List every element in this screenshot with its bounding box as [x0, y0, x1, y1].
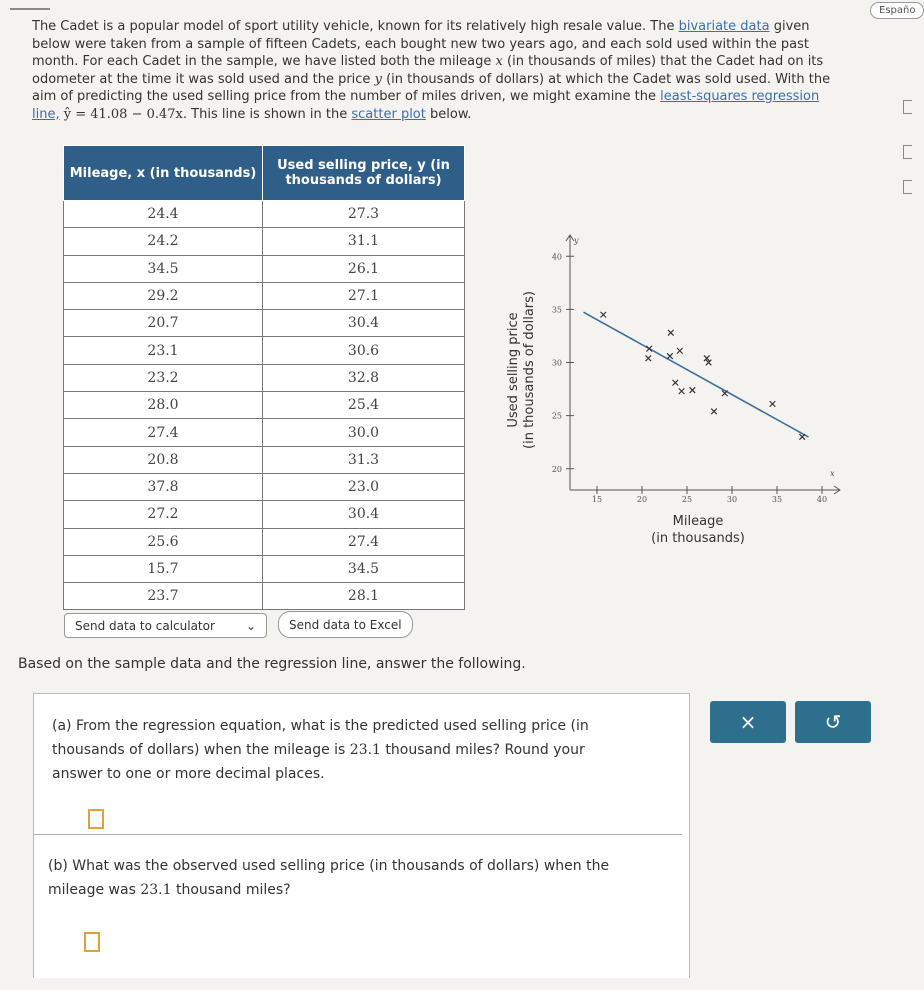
question-b-label: (b)	[48, 858, 68, 874]
price-cell: 26.1	[263, 255, 465, 282]
price-cell: 27.4	[263, 528, 465, 555]
price-cell: 34.5	[263, 555, 465, 582]
question-b	[48, 854, 648, 902]
question-b-text: What was the observed used selling price (in thousands of dollars) when the mileage was	[48, 858, 610, 898]
data-table	[63, 145, 465, 610]
scatter-plot	[495, 225, 875, 555]
x-tick-label: 30	[726, 495, 738, 504]
price-cell: 23.0	[263, 473, 465, 500]
price-cell: 30.6	[263, 337, 465, 364]
divider	[34, 834, 682, 835]
regression-equation: ŷ = 41.08 − 0.47x	[63, 106, 183, 122]
x-axis-label: Mileage	[672, 514, 724, 529]
data-point	[667, 353, 673, 359]
price-cell: 30.0	[263, 419, 465, 446]
table-row	[64, 583, 465, 610]
y-tick-label: 20	[551, 464, 562, 474]
send-to-calculator-button[interactable]	[64, 613, 267, 638]
y-tick-label: 30	[551, 358, 562, 368]
table-row	[64, 310, 465, 337]
var-y: y	[374, 71, 382, 87]
side-tab-icon[interactable]	[903, 100, 912, 114]
problem-intro	[32, 18, 847, 123]
price-cell: 27.3	[263, 201, 465, 228]
intro-text-2: given below were taken from a sample of fifteen Cadets, each bought new two years ago, and each sold used within the past month. For each Cadet in the sample, we have listed both the mileage	[32, 19, 810, 69]
chevron-down-icon: ⌄	[245, 618, 256, 633]
send-to-excel-button[interactable]: Send data to Excel	[278, 611, 413, 638]
price-cell: 30.4	[263, 310, 465, 337]
price-cell: 31.3	[263, 446, 465, 473]
x-axis-symbol: x	[830, 469, 835, 478]
mileage-cell: 27.2	[64, 501, 263, 528]
data-point	[679, 388, 685, 394]
mileage-cell: 23.7	[64, 583, 263, 610]
mileage-cell: 37.8	[64, 473, 263, 500]
mileage-cell: 20.8	[64, 446, 263, 473]
table-row	[64, 446, 465, 473]
intro-text-1: The Cadet is a popular model of sport utility vehicle, known for its relatively high resale value. The	[32, 19, 679, 34]
data-point	[673, 380, 679, 386]
mileage-cell: 34.5	[64, 255, 263, 282]
y-tick-label: 40	[551, 252, 562, 262]
mileage-cell: 28.0	[64, 392, 263, 419]
question-a-text: From the regression equation, what is the predicted used selling price (in thousands of dollars) when the mileage is	[52, 718, 589, 758]
data-point	[646, 355, 652, 361]
calculator-label: Send data to calculator	[75, 618, 215, 633]
mileage-cell: 24.2	[64, 228, 263, 255]
data-point	[770, 401, 776, 407]
mileage-cell: 27.4	[64, 419, 263, 446]
side-tab-icon[interactable]	[903, 180, 912, 194]
price-cell: 27.1	[263, 282, 465, 309]
data-point	[690, 387, 696, 393]
mileage-cell: 25.6	[64, 528, 263, 555]
table-row	[64, 337, 465, 364]
mileage-cell: 23.2	[64, 364, 263, 391]
answer-b-input[interactable]	[84, 932, 100, 952]
intro-text-5: . This line is shown in the	[182, 106, 352, 122]
table-row	[64, 255, 465, 282]
header-mileage: Mileage, x (in thousands)	[64, 146, 263, 201]
question-a	[52, 714, 632, 786]
table-row	[64, 201, 465, 228]
regression-line	[584, 312, 809, 437]
price-cell: 25.4	[263, 392, 465, 419]
y-tick-label: 25	[551, 411, 562, 421]
least-squares-link[interactable]: least-squares regression line,	[32, 89, 820, 122]
table-row	[64, 228, 465, 255]
data-point	[668, 330, 674, 336]
reset-button[interactable]: ↺	[795, 701, 871, 743]
question-a-value: 23.1	[349, 742, 381, 758]
table-row	[64, 419, 465, 446]
side-tab-icon[interactable]	[903, 145, 912, 159]
question-a-text-end: thousand miles? Round your answer to one or more decimal places.	[52, 742, 585, 782]
data-point	[601, 312, 607, 318]
x-tick-label: 35	[771, 495, 783, 504]
intro-text-4: (in thousands of dollars) at which the Cadet was sold used. With the aim of predicting the used selling price from the number of miles driven, we might examine the	[32, 71, 831, 104]
mileage-cell: 20.7	[64, 310, 263, 337]
table-row	[64, 392, 465, 419]
price-cell: 31.1	[263, 228, 465, 255]
collapse-chevron-icon[interactable]	[10, 0, 50, 10]
question-a-label: (a)	[52, 718, 72, 734]
question-b-text-end: thousand miles?	[171, 882, 291, 898]
price-cell: 32.8	[263, 364, 465, 391]
x-tick-label: 40	[816, 495, 828, 504]
data-point	[677, 348, 683, 354]
mileage-cell: 29.2	[64, 282, 263, 309]
x-tick-label: 25	[681, 495, 693, 504]
data-point	[646, 346, 652, 352]
price-cell: 30.4	[263, 501, 465, 528]
x-axis-label-units: (in thousands)	[651, 531, 745, 546]
table-row	[64, 555, 465, 582]
data-point	[711, 409, 717, 415]
prompt-text: Based on the sample data and the regression line, answer the following.	[18, 656, 526, 672]
table-row	[64, 528, 465, 555]
table-row	[64, 473, 465, 500]
mileage-cell: 15.7	[64, 555, 263, 582]
header-price: Used selling price, y (in thousands of dollars)	[263, 146, 465, 201]
table-row	[64, 364, 465, 391]
answer-a-input[interactable]	[88, 809, 104, 829]
y-tick-label: 35	[551, 305, 562, 315]
y-axis-symbol: y	[574, 236, 579, 245]
price-cell: 28.1	[263, 583, 465, 610]
mileage-cell: 24.4	[64, 201, 263, 228]
clear-button[interactable]: ×	[710, 701, 786, 743]
var-x: x	[495, 54, 503, 69]
y-axis-label-units: (in thousands of dollars)	[522, 291, 537, 449]
table-row	[64, 282, 465, 309]
x-tick-label: 15	[591, 495, 603, 504]
y-axis-label: Used selling price	[506, 312, 521, 428]
mileage-cell: 23.1	[64, 337, 263, 364]
scatter-plot-link[interactable]: scatter plot	[351, 106, 426, 122]
intro-text-6: below.	[425, 106, 472, 122]
language-button[interactable]: Españo	[870, 2, 924, 19]
table-row	[64, 501, 465, 528]
intro-text-3: (in thousands of miles) that the Cadet had on its odometer at the time it was sold used and the price	[32, 54, 824, 87]
question-b-value: 23.1	[140, 882, 172, 898]
question-box	[33, 693, 690, 978]
data-point	[799, 434, 805, 440]
bivariate-data-link[interactable]: bivariate data	[678, 19, 770, 34]
x-tick-label: 20	[636, 495, 648, 504]
